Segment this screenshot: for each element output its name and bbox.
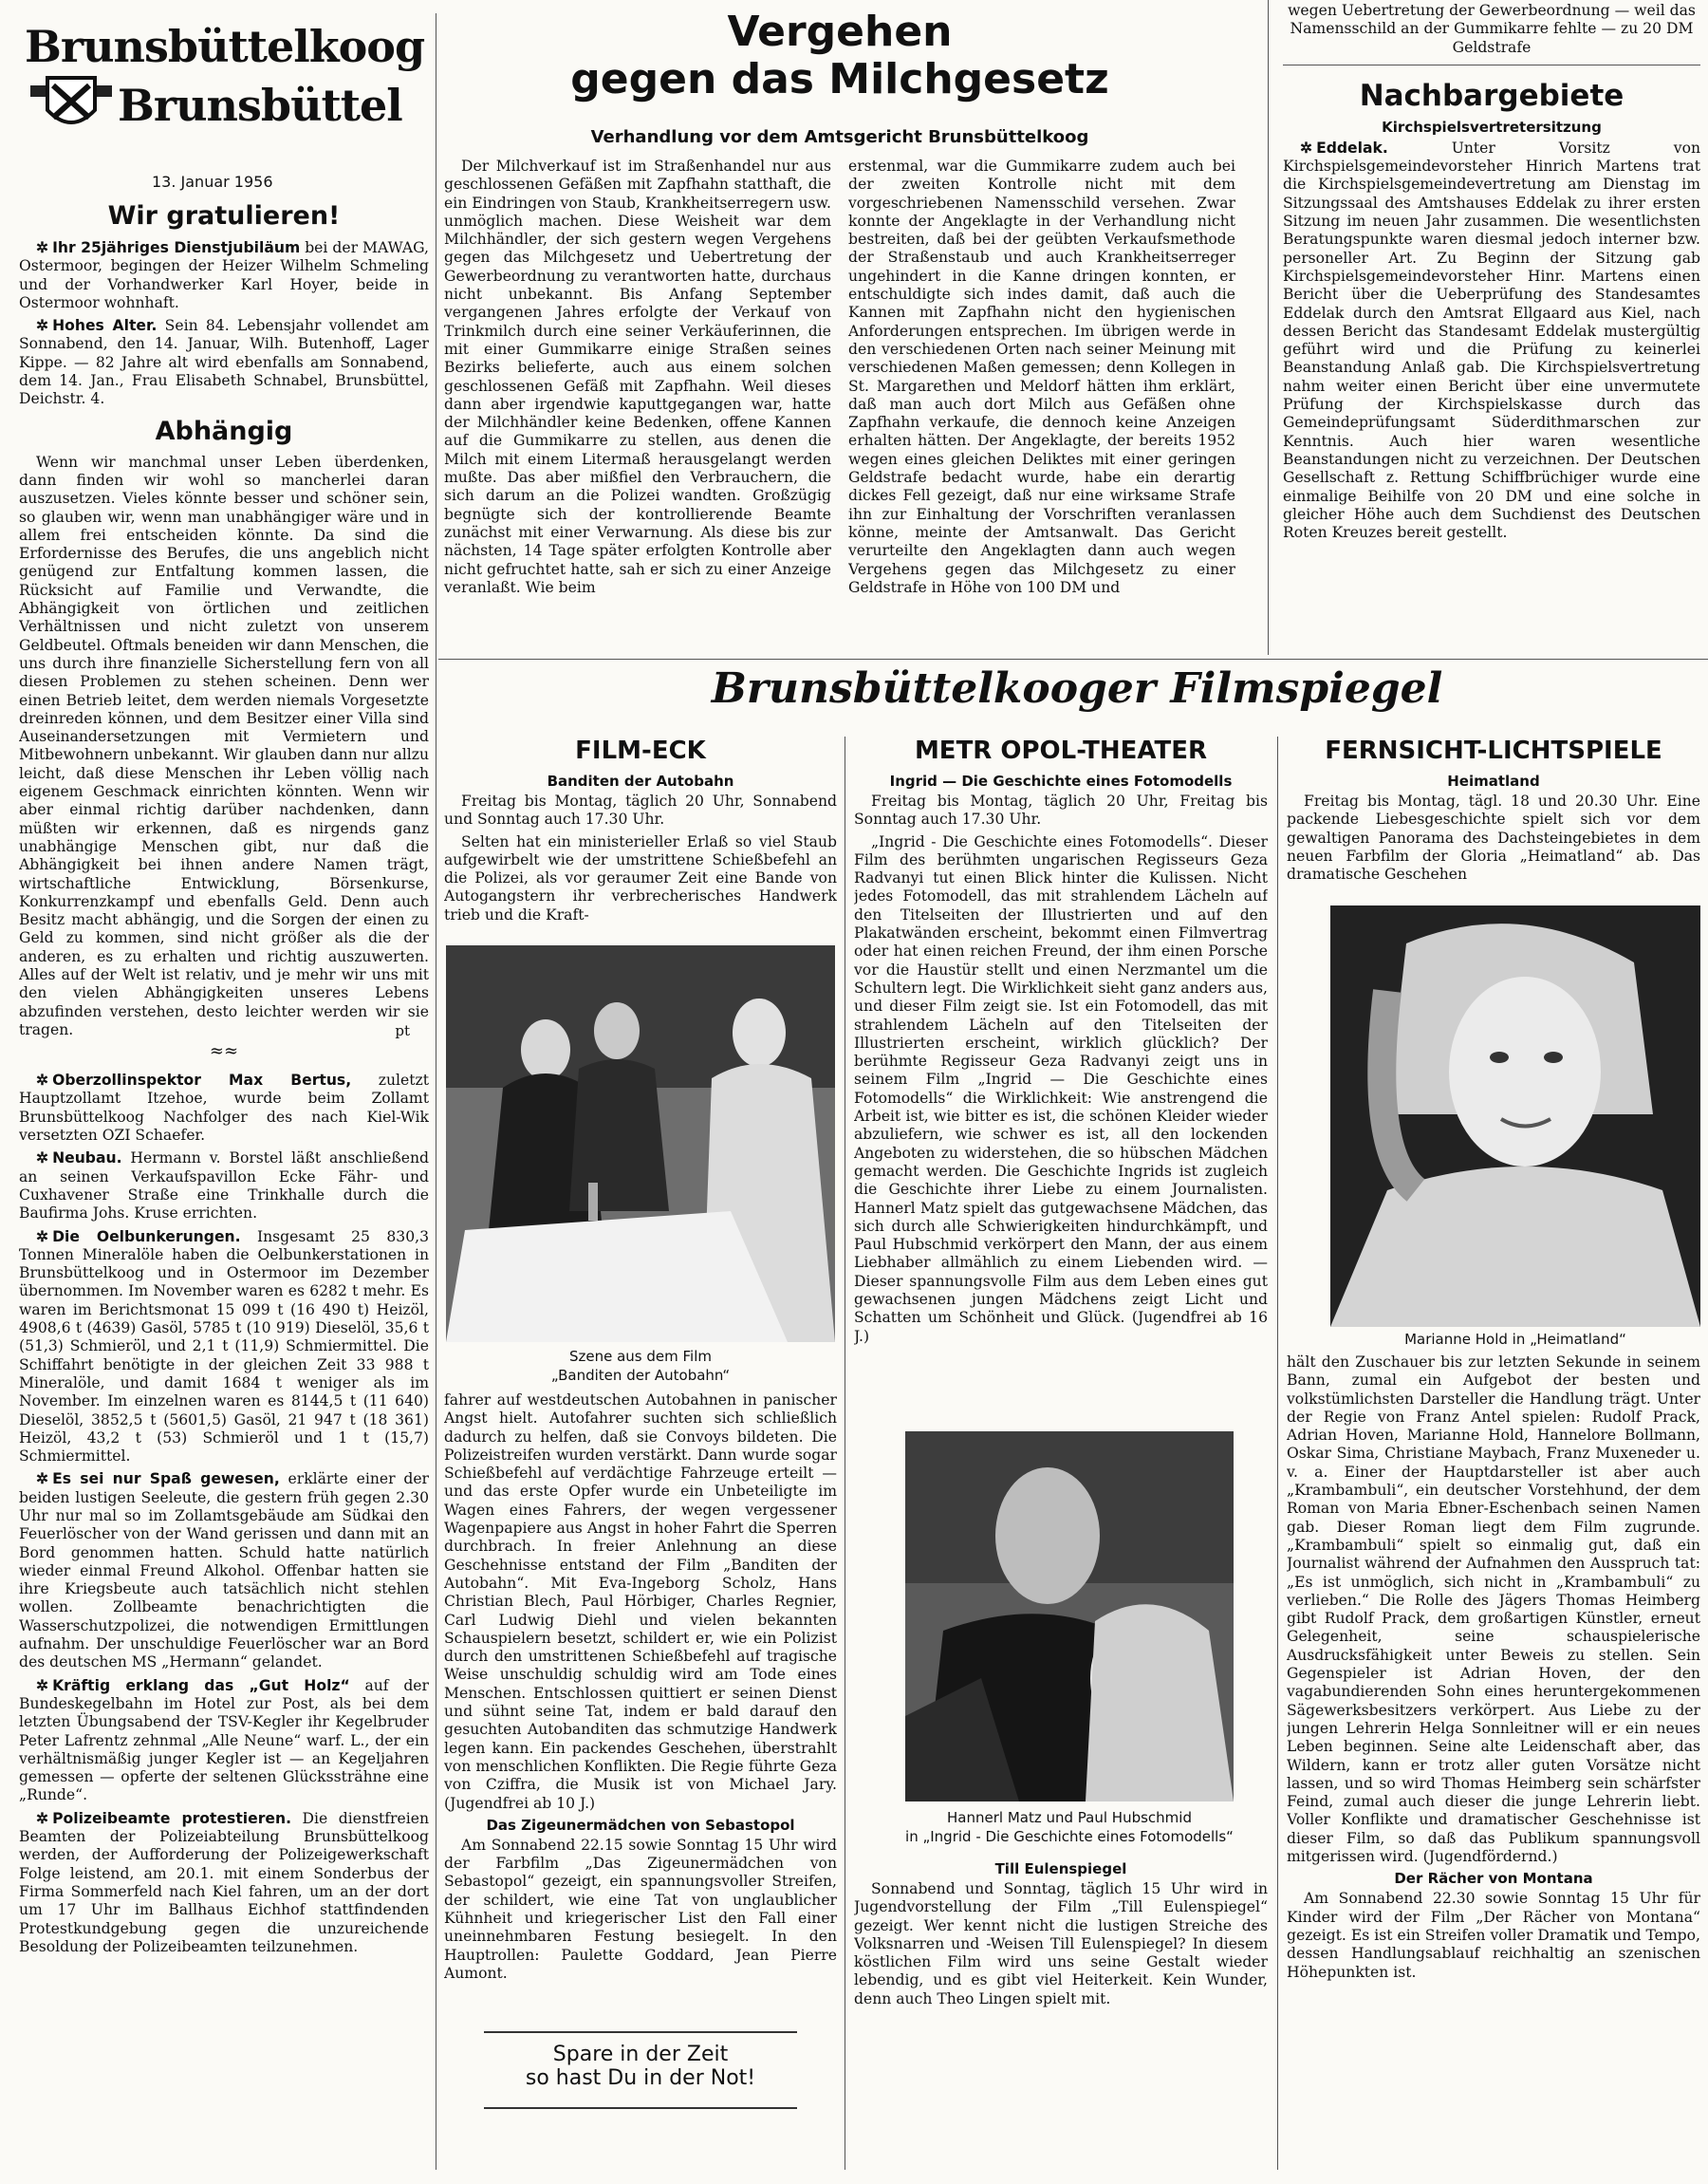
film-text: Sonnabend und Sonntag, täglich 15 Uhr wird in Jugendvorstellung der Film „Till Eulenspiegel“ gezeigt. Wer kennt nicht die lustigen Streiche des Volksnarren und -Weisen Till Eulenspiegel? In diesem köstlichen Film wird uns seine Gestalt wieder lebendig, und es gibt viel Heiterkeit. Kein Wunder, denn auch Theo Lingen spielt mit. <box>854 1880 1268 2007</box>
film-column-film-eck-cont <box>444 1391 837 2008</box>
star-icon: ✲ <box>36 1675 49 1694</box>
milch-column-1 <box>444 158 831 651</box>
milch-title-2: gegen das Milchgesetz <box>570 55 1109 103</box>
slogan-line1: Spare in der Zeit <box>552 2043 729 2066</box>
masthead-line2: Brunsbüttel <box>118 80 402 131</box>
left-column <box>19 201 429 2175</box>
milch-text-3: wegen Uebertretung der Gewerbeordnung — weil das Namensschild an der Gummikarre fehlte — zu 20 DM Geldstrafe <box>1288 2 1696 56</box>
film-text: Am Sonnabend 22.30 sowie Sonntag 15 Uhr für Kinder wird der Film „Der Rächer von Montana“ gezeigt. Es ist ein Streifen voller Dramatik und Tempo, dessen Handlungsablauf reichhaltig an szenischen Höhepunkten ist. <box>1287 1890 1700 1981</box>
theater-name: FILM-ECK <box>575 737 706 765</box>
film-photo-banditen <box>446 945 835 1342</box>
film-text: hält den Zuschauer bis zur letzten Sekunde in seinem Bann, zumal ein Aufgebot der besten und volkstümlichsten Darsteller die Handlung trägt. Unter der Regie von Franz Antel spielen: Rudolf Prack, Adrian Hoven, Marianne Hold, Hannelore Bollmann, Oskar Sima, Christiane Maybach, Franz Muxeneder u. v. a. Einer der Hauptdarsteller ist aber auch „Krambambuli“, ein deutscher Vorstehhund, der dem Roman von Maria Ebner-Eschenbach seinen Namen gab. Dieser Roman liegt dem Film zugrunde. „Krambambuli“ spielt so einmalig gut, daß ein Journalist während der Aufnahmen den Ausspruch tat: „Es ist unmöglich, sich nicht in „Krambambuli“ zu verlieben.“ Die Rolle des Jägers Thomas Heimberg gibt Rudolf Prack, dem großartigen Künstler, erneut Gelegenheit, seine schauspielerische Ausdrucksfähigkeit unter Beweis zu stellen. Sein Gegenspieler ist Adrian Hoven, der den vagabundierenden Sohn eines heruntergekommenen Sägewerksbesitzers verkörpert. Aus Liebe zu der jungen Lehrerin Helga Sonnleitner will er ein neues Leben beginnen. Seine alte Leidenschaft aber, das Wildern, kann er trotz aller guten Vorsätze nicht lassen, und so wird Thomas Heimberg sein schärfster Feind, zumal auch dieser die junge Lehrerin liebt. Voller Konflikte und dramatischer Geschehnisse ist dieser Film, so daß das Publikum spannungsvoll mitgerissen wird. (Jugendfördernd.) <box>1287 1353 1700 1866</box>
masthead-line1: Brunsbüttelkoog <box>25 21 425 72</box>
film-text: „Ingrid - Die Geschichte eines Fotomodells“. Dieser Film des berühmten ungarischen Regisseurs Geza Radvanyi tut einen Blick hinter die Kulissen. Nicht jedes Fotomodell, das mit strahlendem Lächeln auf den Titelseiten der Illustrierten und auf den Plakatwänden erscheint, bekommt einen Filmvertrag oder hat einen reichen Freund, der ihm einen Porsche vor die Haustür stellt und einen Nerzmantel um die Schultern legt. Die Wirklichkeit sieht ganz anders aus, und dieser Film zeigt sie. Ist ein Fotomodell, das mit strahlendem Lächeln auf den Titelseiten der Illustrierten erscheint, wirklich glücklich? Der berühmte Regisseur Geza Radvanyi zeigt uns in seinem Film „Ingrid — Die Geschichte eines Fotomodells“ die Wirklichkeit: Wie anstrengend die Arbeit ist, wie bitter es ist, die schönen Kleider wieder abzuliefern, wie schwer es ist, all den lockenden Angeboten zu widerstehen, die so hübschen Mädchen gemacht werden. Die Geschichte Ingrids ist zugleich die Geschichte ihrer Liebe zu einem Journalisten. Hannerl Matz spielt das gutgewachsene Mädchen, das sich durch alle Schwierigkeiten hindurchkämpft, und Paul Hubschmid verkörpert den Mann, der aus einem Liebhaber allmählich zu einem Liebenden wird. — Dieser spannungsvolle Film aus dem Leben eines gut gewachsenen jungen Mädchens zeigt Licht und Schatten um Schönheit und Glück. (Jugendfrei ab 16 J.) <box>854 832 1268 1345</box>
film-title: Das Zigeunermädchen von Sebastopol <box>486 1816 795 1834</box>
film-column-metropol-cont <box>854 1857 1268 2175</box>
theater-name: FERNSICHT-LICHTSPIELE <box>1325 737 1662 765</box>
section-rule <box>438 659 1708 660</box>
film-text: Freitag bis Montag, tägl. 18 und 20.30 Uhr. Eine packende Liebesgeschichte spielt sich vor dem gewaltigen Panorama des Dachsteingebietes in dem neuen Farbfilm der Gloria „Heimatland“ ab. Das dramatische Geschehen <box>1287 793 1700 884</box>
star-icon: ✲ <box>36 1226 49 1245</box>
milch-column-2 <box>848 158 1235 651</box>
film-title: Heimatland <box>1447 773 1540 790</box>
film-column-fernsicht <box>1287 737 1700 907</box>
star-icon: ✲ <box>36 316 49 335</box>
star-icon: ✲ <box>36 1071 49 1090</box>
slogan-box <box>484 2031 797 2109</box>
milch-text-2: erstenmal, war die Gummikarre zudem auch bei der zweiten Kontrolle nicht mit dem vorgeschriebenen Namensschild versehen. Zwar konnte der Angeklagte in der Verhandlung nicht bestreiten, daß bei der geübten Verkaufsmethode der Straßenstaub und auch Krankheitserreger ungehindert in die Kanne dringen konnten, er entschuldigte sich indes damit, daß auch die Kannen mit Zapfhahn nicht den hygienischen Anforderungen entsprechen. Im übrigen werde in den verschiedenen Orten nach seiner Meinung mit verschiedenen Maßen gemessen; denn Kollegen in St. Margarethen und Meldorf hätten ihm erklärt, daß man auch dort Milch aus Gefäßen ohne Zapfhahn verkaufe, die dennoch keine Anzeigen erhalten hätten. Der Angeklagte, der bereits 1952 wegen eines gleichen Deliktes mit einer geringen Geldstrafe bedacht wurde, habe ein derartig dickes Fell gezeigt, daß nur eine wirksame Strafe ihn zur Einhaltung der Vorschriften veranlassen könne, meinte der Amtsanwalt. Das Gericht verurteilte den Angeklagten dann auch wegen Vergehens gegen das Milchgesetz zu einer Geldstrafe in Höhe von 100 DM und <box>848 158 1235 596</box>
news-item: ✲ Polizeibeamte protestieren. Die dienstfreien Beamten der Polizeiabteilung Brunsbüttelkoog werden, der Aufforderung der Polizeigewerkschaft Folge leistend, am 20.1. mit einem Sonderbus der Firma Sommerfeld nach Kiel fahren, um an der dort um 17 Uhr im Ballhaus Eichhof stattfindenden Protestkundgebung gegen die unzureichende Besoldung der Polizeibeamten teilzunehmen. <box>19 1808 429 1955</box>
slogan-line2: so hast Du in der Not! <box>525 2066 756 2090</box>
milch-subtitle: Verhandlung vor dem Amtsgericht Brunsbüttelkoog <box>590 127 1089 147</box>
milch-title-1: Vergehen <box>727 8 953 56</box>
news-item: ✲ Oberzollinspektor Max Bertus, zuletzt Hauptzollamt Itzehoe, wurde beim Zollamt Brunsbüttelkoog Nachfolger des nach Kiel-Wik versetzten OZI Schaefer. <box>19 1071 429 1145</box>
film-text: fahrer auf westdeutschen Autobahnen in panischer Angst hielt. Autofahrer suchten sich schließlich dadurch zu helfen, daß sie Convoys bildeten. Die Polizeistreifen wurden verstärkt. Dann wurde sogar Schießbefehl auf verdächtige Fahrzeuge erteilt — und das erste Opfer wurde ein Unbeteiligte im Wagen eines Fahrers, der wegen vergessener Wagenpapiere aus Angst in hoher Fahrt die Sperren durchbrach. In freier Anlehnung an diese Geschehnisse entstand der Film „Banditen der Autobahn“. Mit Eva-Ingeborg Scholz, Hans Christian Blech, Paul Hörbiger, Charles Regnier, Carl Ludwig Diehl und vielen bekannten Schauspielern besetzt, schildert er, wie ein Polizist durch den umstrittenen Schießbefehl auf tragische Weise unschuldig schuldig wird am Tode eines Menschen. Entschlossen quittiert er seinen Dienst und sühnt seine Tat, indem er bald darauf den gesuchten Autobanditen das schmutzige Handwerk legen kann. Ein packendes Geschehen, überstrahlt von menschlichen Konflikten. Die Regie führte Geza von Cziffra, die Musik ist von Michael Jary. (Jugendfrei ab 10 J.) <box>444 1391 837 1812</box>
film-title: Banditen der Autobahn <box>547 773 734 790</box>
nachbargebiete-text: ✲ Eddelak. Unter Vorsitz von Kirchspielsgemeindevorsteher Hinrich Martens trat die Kirchspielsgemeindevertretung am Dienstag im Sitzungssaal des Amtshauses Eddelak zu ihrer ersten Sitzung im neuen Jahr zusammen. Die wesentlichsten Beratungspunkte waren diesmal jedoch interner bzw. personeller Art. Zu Beginn der Sitzung gab Kirchspielsgemeindevorsteher Hinr. Martens einen Bericht über die Ueberprüfung des Standesamtes Eddelak durch den Amtsrat Ellgaard aus Kiel, nach dessen Bericht das Standesamt Eddelak mustergültig geführt wird und die Prüfung zu keinerlei Beanstandung Anlaß gab. Die Kirchspielsvertretung nahm weiter einen Bericht über eine unvermutete Prüfung der Kirchspielskasse durch das Gemeindeprüfungsamt Süderdithmarschen zur Kenntnis. Auch hier waren wesentliche Beanstandungen nicht zu verzeichnen. Der Deutschen Gesellschaft z. Rettung Schiffbrüchiger wurde eine einmalige Beihilfe von 20 DM und eine solche in gleicher Höhe auch dem Suchdienst des Deutschen Roten Kreuzes bereit gestellt. <box>1283 138 1700 542</box>
filmspiegel-title: Brunsbüttelkooger Filmspiegel <box>711 664 1443 713</box>
film-schedule: Freitag bis Montag, täglich 20 Uhr, Freitag bis Sonntag auch 17.30 Uhr. <box>854 793 1268 829</box>
film-title: Till Eulenspiegel <box>994 1860 1127 1877</box>
photo-caption-line1: Szene aus dem Film <box>568 1348 713 1365</box>
news-item: ✲ Neubau. Hermann v. Borstel läßt anschließend an seinen Verkaufspavillon Ecke Fähr- und Cuxhavener Straße eine Trinkhalle durch die Baufirma Johs. Kruse errichten. <box>19 1148 429 1223</box>
film-column-fernsicht-cont <box>1287 1353 1700 2175</box>
photo-caption-line1: Hannerl Matz und Paul Hubschmid <box>947 1809 1192 1826</box>
film-photo-heimatland <box>1330 905 1700 1327</box>
issue-date: 13. Januar 1956 <box>152 173 273 191</box>
film-title: Der Rächer von Montana <box>1394 1870 1593 1888</box>
column-rule <box>1277 737 1278 2170</box>
star-icon: ✲ <box>36 238 49 256</box>
star-icon: ✲ <box>36 1808 49 1827</box>
star-icon: ✲ <box>36 1469 49 1488</box>
abhaengig-signature: pt <box>395 1022 410 1040</box>
film-schedule: Freitag bis Montag, täglich 20 Uhr, Sonnabend und Sonntag auch 17.30 Uhr. <box>444 793 837 829</box>
star-icon: ✲ <box>36 1148 49 1167</box>
star-icon: ✲ <box>1300 138 1313 157</box>
film-photo-ingrid <box>905 1431 1234 1801</box>
abhaengig-heading: Abhängig <box>155 416 293 446</box>
news-item: ✲ Die Oelbunkerungen. Insgesamt 25 830,3 Tonnen Mineralöle haben die Oelbunkerstationen in Brunsbüttelkoog und in Ostermoor im Dezember übernommen. Im November waren es 6282 t mehr. Es waren im Berichtsmonat 15 099 t (16 490 t) Heizöl, 4908,6 t (4639) Gasöl, 5785 t (10 919) Dieselöl, 35,6 t (51,3) Schmieröl, und 2,1 t (11,9) Schmiermittel. Die Schiffahrt benötigte in der gleichen Zeit 33 988 t Mineralöle, und damit 1684 t weniger als im November. Im einzelnen waren es 8144,5 t (11 640) Dieselöl, 3852,5 t (5601,5) Gasöl, 21 947 t (18 361) Heizöl, 43,2 t (53) Schmieröl und 1 t (15,7) Schmiermittel. <box>19 1226 429 1465</box>
photo-caption: Marianne Hold in „Heimatland“ <box>1404 1331 1626 1348</box>
photo-caption-line2: „Banditen der Autobahn“ <box>550 1367 731 1384</box>
film-title: Ingrid — Die Geschichte eines Fotomodells <box>889 773 1233 790</box>
right-top-column <box>1283 2 1700 657</box>
congrats-heading: Wir gratulieren! <box>107 201 341 231</box>
milch-text-1: Der Milchverkauf ist im Straßenhandel nur aus geschlossenen Gefäßen mit Zapfhahn statthaft, die ein Eindringen von Staub, Krankheitserregern usw. unmöglich machen. Diese Weisheit war dem Milchhändler, der sich gestern wegen Vergehens gegen das Milchgesetz und Uebertretung der Gewerbeordnung zu verantworten hatte, durchaus nicht unbekannt. Bis Anfang September vergangenen Jahres erfolgte der Verkauf von Trinkmilch durch eine seiner Verkäuferinnen, die mit einer Gummikarre einige Straßen seines Bezirks belieferte, auch aus einem solchen geschlossenen Gefäß mit Zapfhahn. Weil dieses dann aber irgendwie kaputtgegangen war, hatte der Milchhändler keine Bedenken, offene Kannen auf die Gummikarre zu stellen, aus denen die Milch mit einem Litermaß herausgelangt werden mußte. Das aber mißfiel den Verbrauchern, die sich darum an die Polizei wandten. Großzügig begnügte sich der kontrollierende Beamte zunächst mit einer Verwarnung. Als diese bis zur nächsten, 14 Tage später erfolgten Kontrolle aber nicht gefruchtet hatte, sah er sich zu einer Anzeige veranlaßt. Wie beim <box>444 158 831 596</box>
film-text: Am Sonnabend 22.15 sowie Sonntag 15 Uhr wird der Farbfilm „Das Zigeunermädchen von Sebastopol“ gezeigt, ein spannungsvoller Streifen, der schildert, wie eine Tat von unglaublicher Kühnheit und kriegerischer List den Fall einer uneinnehmbaren Festung besiegelt. In den Hauptrollen: Paulette Goddard, Jean Pierre Aumont. <box>444 1836 837 1982</box>
abhaengig-text: Wenn wir manchmal unser Leben überdenken, dann finden wir wohl so mancherlei daran auszusetzen. Vieles könnte besser und schöner sein, so glauben wir, wenn man unabhängiger wäre und in allem frei entscheiden könnte. Da sind die Erfordernisse des Berufes, die uns angeblich nicht genügend zur Entfaltung kommen lassen, die Rücksicht auf Familie und Verwandte, die Abhängigkeit von örtlichen und zeitlichen Verhältnissen und nicht zuletzt von unserem Geldbeutel. Oftmals beneiden wir dann Menschen, die uns durch ihre finanzielle Sicherstellung fern von all diesen Problemen zu stehen scheinen. Denn wer einen Betrieb leitet, dem werden niemals Vorgesetzte dreinreden können, und dem Besitzer einer Villa sind Auseinandersetzungen mit Vermietern und Mitbewohnern unbekannt. Wir glauben dann nur allzu leicht, daß diese Menschen ihr Leben völlig nach eigenem Geschmack einrichten könnten. Wenn wir aber einmal richtig darüber nachdenken, dann müßten wir erkennen, daß es nirgends ganz unabhängige Menschen gibt, nur daß die Abhängigkeit bei ihnen andere Namen trägt, wirtschaftliche Entwicklung, Börsenkurse, Konkurrenzkampf und ebenfalls Geld. Denn auch Besitz macht abhängig, und die Sorgen der einen zu Geld zu kommen, sind nicht größer als die der anderen, es zu erhalten und richtig auszuwerten. Alles auf der Welt ist relativ, und je mehr wir uns mit den vielen Abhängigkeiten unseres Lebens abzufinden verstehen, desto leichter werden wir sie tragen. <box>19 453 429 1038</box>
wave-divider-icon: ≈≈ <box>209 1041 239 1062</box>
news-item: ✲ Es sei nur Spaß gewesen, erklärte einer der beiden lustigen Seeleute, die gestern früh gegen 2.30 Uhr nur mal so im Zollamtsgebäude am Südkai den Feuerlöscher von der Wand gerissen und dann mit an Bord genommen hatten. Schuld hatte natürlich wieder einmal Freund Alkohol. Offenbar hatten sie ihre Kriegsbeute auch tatsächlich nicht stehlen wollen. Zollbeamte benachrichtigten die Wasserschutzpolizei, die notwendigen Ermittlungen aufnahm. Der unschuldige Feuerlöscher war an Bord des deutschen MS „Hermann“ gelandet. <box>19 1469 429 1671</box>
photo-caption-line2: in „Ingrid - Die Geschichte eines Fotomodells“ <box>905 1828 1234 1845</box>
film-text: Selten hat ein ministerieller Erlaß so viel Staub aufgewirbelt wie der umstrittene Schießbefehl an die Polizei, als vor geraumer Zeit eine Bande von Autogangstern ihr verbrecherisches Handwerk trieb und die Kraft- <box>444 832 837 924</box>
column-rule <box>1268 0 1269 655</box>
theater-name: METR OPOL-THEATER <box>914 737 1208 765</box>
congrats-item: ✲ Ihr 25jähriges Dienstjubiläum bei der MAWAG, Ostermoor, begingen der Heizer Wilhelm Schmeling und der Vorhandwerker Karl Hoyer, beide in Ostermoor wohnhaft. <box>19 238 429 311</box>
nachbargebiete-subheading: Kirchspielsvertretersitzung <box>1382 118 1602 136</box>
nachbargebiete-heading: Nachbargebiete <box>1359 78 1624 113</box>
coat-of-arms-icon <box>30 72 112 137</box>
congrats-item: ✲ Hohes Alter. Sein 84. Lebensjahr vollendet am Sonnabend, den 14. Januar, Wilh. Butenhoff, Lager Kippe. — 82 Jahre alt wird ebenfalls am Sonnabend, dem 14. Jan., Frau Elisabeth Schnabel, Brunsbüttel, Deichstr. 4. <box>19 316 429 408</box>
news-item: ✲ Kräftig erklang das „Gut Holz“ auf der Bundeskegelbahn im Hotel zur Post, als bei dem letzten Übungsabend der TSV-Kegler ihr Kegelbruder Peter Lafrentz zehnmal „Alle Neune“ warf. L., der ein verhältnismäßig junger Kegler ist — an Kegeljahren gemessen — opferte der seltenen Glückssträhne eine „Runde“. <box>19 1675 429 1804</box>
